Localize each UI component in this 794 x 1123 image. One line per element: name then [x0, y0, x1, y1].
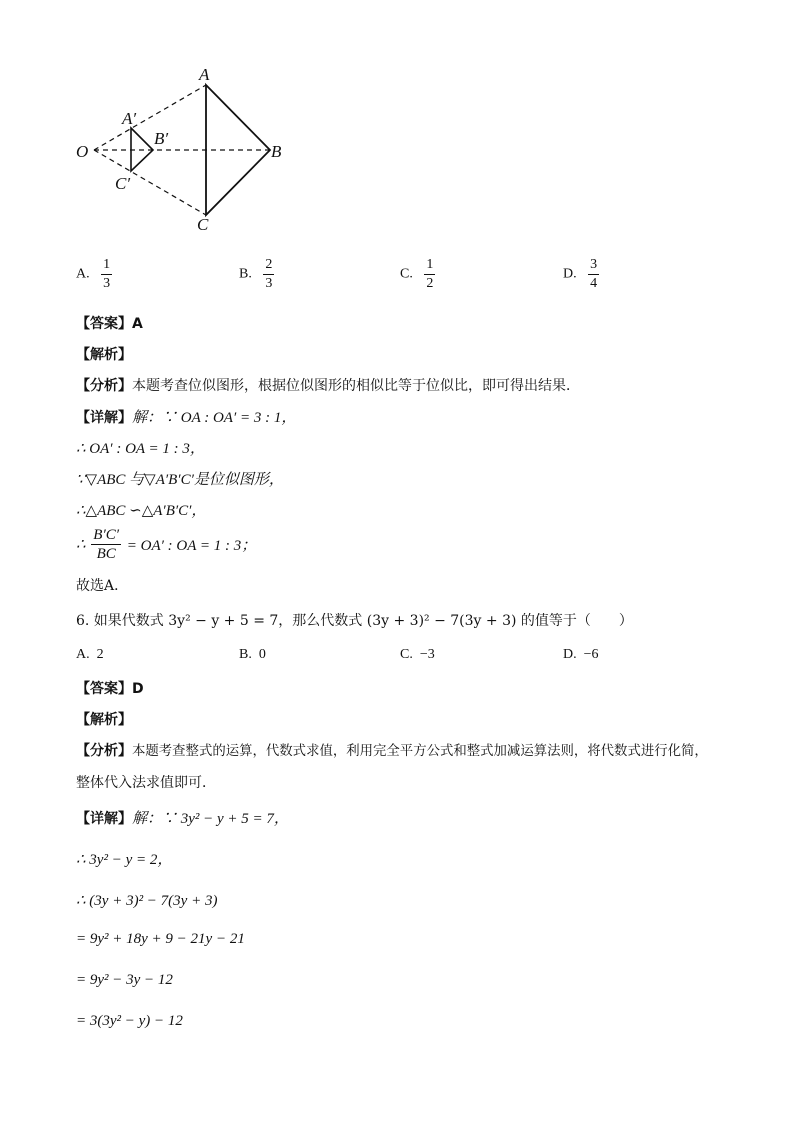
- q6-detail-line-2: ∴ 3y² − y = 2，: [76, 852, 173, 868]
- q6-jiexi-heading: 【解析】: [76, 712, 132, 728]
- label-b: B: [271, 142, 282, 161]
- option-letter: A.: [76, 647, 90, 662]
- q5-jiexi-heading: 【解析】: [76, 347, 132, 363]
- label-c: C: [197, 215, 209, 234]
- denominator: BC: [96, 546, 116, 562]
- denominator: 4: [590, 276, 598, 291]
- q5-detail-line-2: ∴ OA′ : OA = 1 : 3，: [76, 441, 205, 457]
- option-value: −3: [419, 647, 435, 662]
- label-c-prime: C′: [115, 174, 131, 193]
- detail-tag: 【详解】: [76, 410, 132, 426]
- option-letter: C.: [400, 266, 413, 282]
- q6-detail-line-6: = 3(3y² − y) − 12: [76, 1013, 183, 1029]
- q5-option-a: [76, 256, 112, 293]
- q5-answer: 【答案】A: [76, 316, 143, 332]
- q5-conclusion: 故选A．: [76, 578, 129, 594]
- option-fraction: [424, 256, 435, 293]
- numerator: 1: [424, 256, 435, 275]
- option-fraction: [101, 256, 112, 293]
- q6-analysis-2: 整体代入法求值即可．: [76, 775, 216, 791]
- option-value: 0: [258, 647, 266, 662]
- label-a-prime: A′: [122, 109, 137, 128]
- q6-detail-line-5: = 9y² − 3y − 12: [76, 972, 173, 988]
- detail-text: 解：∵ OA : OA′ = 3 : 1，: [132, 410, 297, 426]
- option-letter: D.: [563, 266, 577, 282]
- option-letter: D.: [563, 647, 577, 662]
- option-letter: C.: [400, 647, 413, 662]
- q6-question: 6. 如果代数式 3y² − y + 5 = 7，那么代数式 (3y + 3)² − 7(3y + 3) 的值等于（ ）: [76, 613, 633, 629]
- q6-analysis-1: [76, 740, 708, 760]
- numerator: B′C′: [93, 527, 120, 543]
- similar-triangles-figure: [70, 62, 300, 242]
- denominator: 2: [426, 276, 434, 291]
- denominator: 3: [265, 276, 273, 291]
- q5-detail-line-3: ∵▽ABC 与▽A′B′C′是位似图形，: [76, 472, 284, 488]
- analysis-tag: 【分析】: [76, 743, 132, 759]
- option-fraction: [588, 256, 599, 293]
- q6-option-a: [76, 647, 104, 663]
- option-value: −6: [583, 647, 599, 662]
- q5-option-d: [563, 256, 599, 293]
- q6-detail-line-1: [76, 807, 289, 828]
- analysis-text: 本题考查位似图形，根据位似图形的相似比等于位似比，即可得出结果．: [132, 378, 580, 394]
- q5-option-c: [400, 256, 435, 293]
- q5-detail-line-5: [76, 526, 256, 563]
- detail-text: 解：∵ 3y² − y + 5 = 7，: [132, 811, 289, 827]
- ratio-fraction: [91, 526, 121, 563]
- q6-detail-line-3: ∴ (3y + 3)² − 7(3y + 3): [76, 893, 218, 909]
- option-letter: A.: [76, 266, 90, 282]
- option-letter: B.: [239, 266, 252, 282]
- numerator: 2: [263, 256, 274, 275]
- q6-answer: 【答案】D: [76, 681, 144, 697]
- label-b-prime: B′: [154, 129, 169, 148]
- dashed-line-oa: [94, 85, 206, 150]
- q5-detail-line-4: ∴△ABC ∽△A′B′C′，: [76, 503, 207, 519]
- denominator: 3: [103, 276, 111, 291]
- option-fraction: [263, 256, 274, 293]
- q6-option-c: [400, 647, 435, 663]
- q5-option-b: [239, 256, 274, 293]
- numerator: 3: [588, 256, 599, 275]
- q6-detail-line-4: = 9y² + 18y + 9 − 21y − 21: [76, 931, 245, 947]
- q6-option-b: [239, 647, 266, 663]
- analysis-tag: 【分析】: [76, 378, 132, 394]
- q6-option-d: [563, 647, 599, 663]
- detail-tag: 【详解】: [76, 811, 132, 827]
- numerator: 1: [101, 256, 112, 275]
- label-o: O: [76, 142, 89, 161]
- q5-detail-line-1: [76, 406, 296, 427]
- q5-analysis: [76, 375, 580, 395]
- label-a: A: [199, 65, 210, 84]
- option-value: 2: [96, 647, 104, 662]
- ratio-rest: = OA′ : OA = 1 : 3；: [126, 538, 257, 554]
- therefore-symbol: ∴: [76, 537, 86, 553]
- dashed-line-oc: [94, 150, 206, 215]
- option-letter: B.: [239, 647, 252, 662]
- analysis-text: 本题考查整式的运算，代数式求值，利用完全平方公式和整式加减运算法则，将代数式进行化简，: [132, 744, 708, 759]
